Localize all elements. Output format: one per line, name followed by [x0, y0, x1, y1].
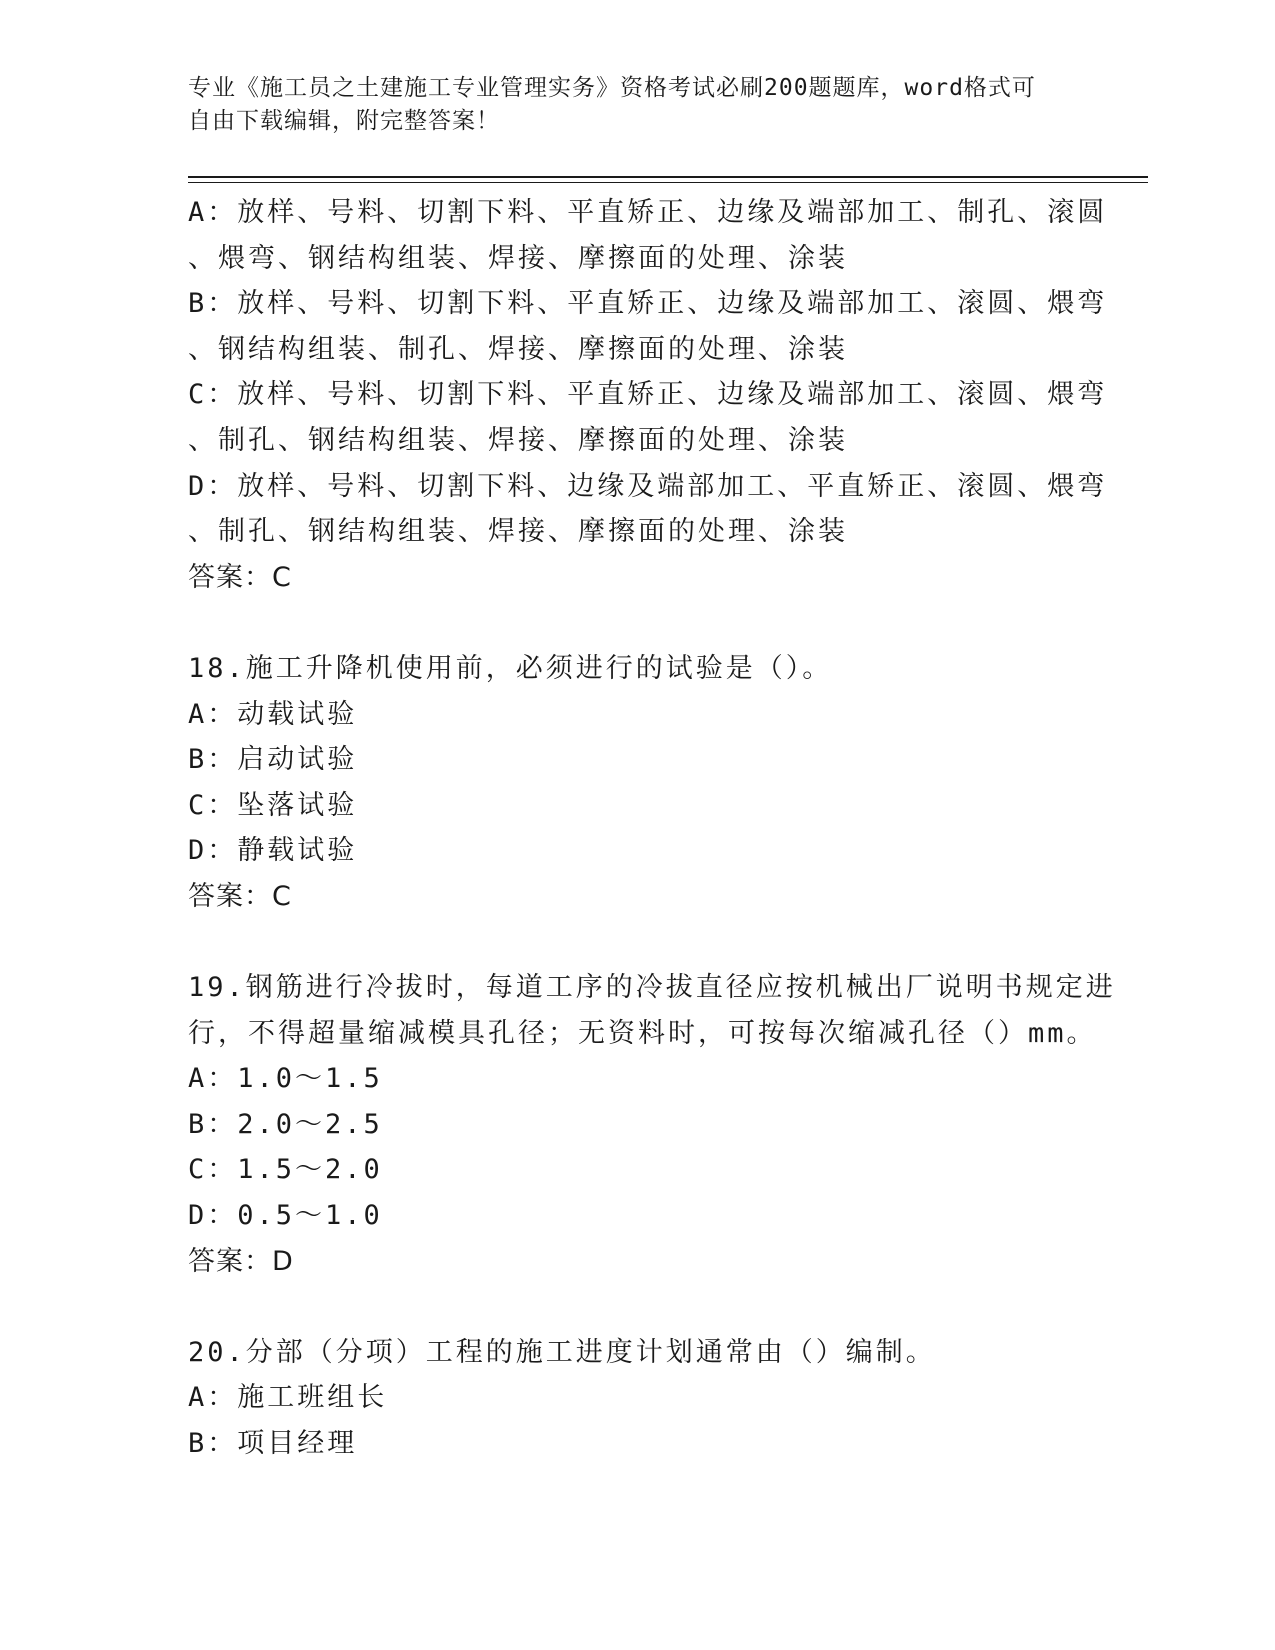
- option-d-line-2: 、制孔、钢结构组装、焊接、摩擦面的处理、涂装: [188, 516, 848, 548]
- option-a-line-2: 、煨弯、钢结构组装、焊接、摩擦面的处理、涂装: [188, 242, 848, 274]
- answer: 答案：C: [188, 561, 292, 593]
- option-b: B：启动试验: [188, 744, 358, 776]
- question-19: [188, 965, 1116, 1284]
- option-c: C：1.5～2.0: [188, 1154, 383, 1186]
- header-divider-thick: [188, 176, 1148, 178]
- option-b-line-2: 、钢结构组装、制孔、焊接、摩擦面的处理、涂装: [188, 333, 848, 365]
- header-title-line-1: 专业《施工员之土建施工专业管理实务》资格考试必刷200题题库，word格式可: [188, 75, 1036, 101]
- spacer: [188, 920, 1088, 966]
- header-title-line-2: 自由下载编辑，附完整答案！: [188, 108, 500, 134]
- option-a-line-1: A：放样、号料、切割下料、平直矫正、边缘及端部加工、制孔、滚圆: [188, 197, 1108, 228]
- question-18: [188, 646, 1088, 920]
- answer: 答案：D: [188, 1245, 294, 1277]
- option-a: A：动载试验: [188, 698, 358, 730]
- option-b: B：项目经理: [188, 1428, 358, 1460]
- option-d: D：静载试验: [188, 835, 358, 867]
- question-20: [188, 1330, 1088, 1467]
- question-text: 20.分部（分项）工程的施工进度计划通常由（）编制。: [188, 1336, 936, 1368]
- option-a: A：施工班组长: [188, 1382, 388, 1414]
- answer: 答案：C: [188, 880, 292, 912]
- option-c: C：坠落试验: [188, 789, 358, 821]
- spacer: [188, 600, 1088, 646]
- question-text-line-1: 19.钢筋进行冷拔时，每道工序的冷拔直径应按机械出厂说明书规定进: [188, 972, 1116, 1004]
- question-text-line-2: 行，不得超量缩减模具孔径；无资料时，可按每次缩减孔径（）mm。: [188, 1017, 1097, 1049]
- question-list: [188, 190, 1116, 1467]
- header-divider-thin: [188, 182, 1148, 183]
- option-c-line-1: C：放样、号料、切割下料、平直矫正、边缘及端部加工、滚圆、煨弯: [188, 379, 1108, 411]
- spacer: [188, 1284, 1088, 1330]
- option-d: D：0.5～1.0: [188, 1200, 383, 1232]
- option-d-line-1: D：放样、号料、切割下料、边缘及端部加工、平直矫正、滚圆、煨弯: [188, 470, 1108, 502]
- option-b-line-1: B：放样、号料、切割下料、平直矫正、边缘及端部加工、滚圆、煨弯: [188, 288, 1108, 320]
- question-text: 18.施工升降机使用前，必须进行的试验是（）。: [188, 652, 833, 684]
- question-17: [188, 190, 1108, 600]
- option-a: A：1.0～1.5: [188, 1063, 383, 1095]
- option-b: B：2.0～2.5: [188, 1108, 383, 1140]
- document-header: [188, 72, 1068, 138]
- option-c-line-2: 、制孔、钢结构组装、焊接、摩擦面的处理、涂装: [188, 424, 848, 456]
